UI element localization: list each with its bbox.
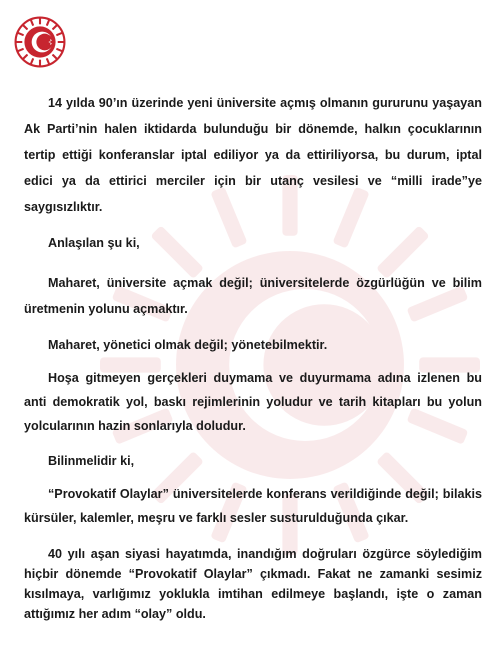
document-body xyxy=(24,90,482,624)
paragraph-siyasi-hayat: 40 yılı aşan siyasi hayatımda, inandığım doğruları özgürce söylediğim hiçbir dönemde “Provokatif Olaylar” çıkmadı. Fakat ne zamanki sesimiz kısılmaya, varlığımız yoklukla imtihan edilmeye başlandı, işte o zaman attığımız her adım “olay” oldu. xyxy=(24,547,482,621)
paragraph-maharet-universite: Maharet, üniversite açmak değil; üniversitelerde özgürlüğün ve bilim üretmenin yolunu açmaktır. xyxy=(24,276,482,316)
paragraph-bilinmelidir: Bilinmelidir ki, xyxy=(48,454,135,468)
paragraph-maharet-yonetici: Maharet, yönetici olmak değil; yönetebilmektir. xyxy=(48,338,328,352)
paragraph-provokatif: “Provokatif Olaylar” üniversitelerde konferans verildiğinde değil; bilakis kürsüler, kalemler, meşru ve farklı sesler susturulduğunda çıkar. xyxy=(24,487,482,525)
paragraph-anti-demokratik: Hoşa gitmeyen gerçekleri duymama ve duyurmama adına izlenen bu anti demokratik yol, baskı rejimlerinin yoludur ve tarih kitapları bu yolun yolcularının hazin sonlarıyla doludur. xyxy=(24,371,482,433)
paragraph-anlasilan: Anlaşılan şu ki, xyxy=(48,236,140,250)
parliament-emblem-icon xyxy=(14,16,66,68)
paragraph-intro: 14 yılda 90’ın üzerinde yeni üniversite açmış olmanın gururunu yaşayan Ak Parti’nin halen iktidarda bulunduğu bir dönemde, halkın çocuklarının tertip ettiği konferanslar iptal ediliyor ya da ettiriliyorsa, bu durum, iptal edici ya da ettirici merciler için bir utanç vesilesi ve “milli irade”ye saygısızlıktır. xyxy=(24,96,482,214)
